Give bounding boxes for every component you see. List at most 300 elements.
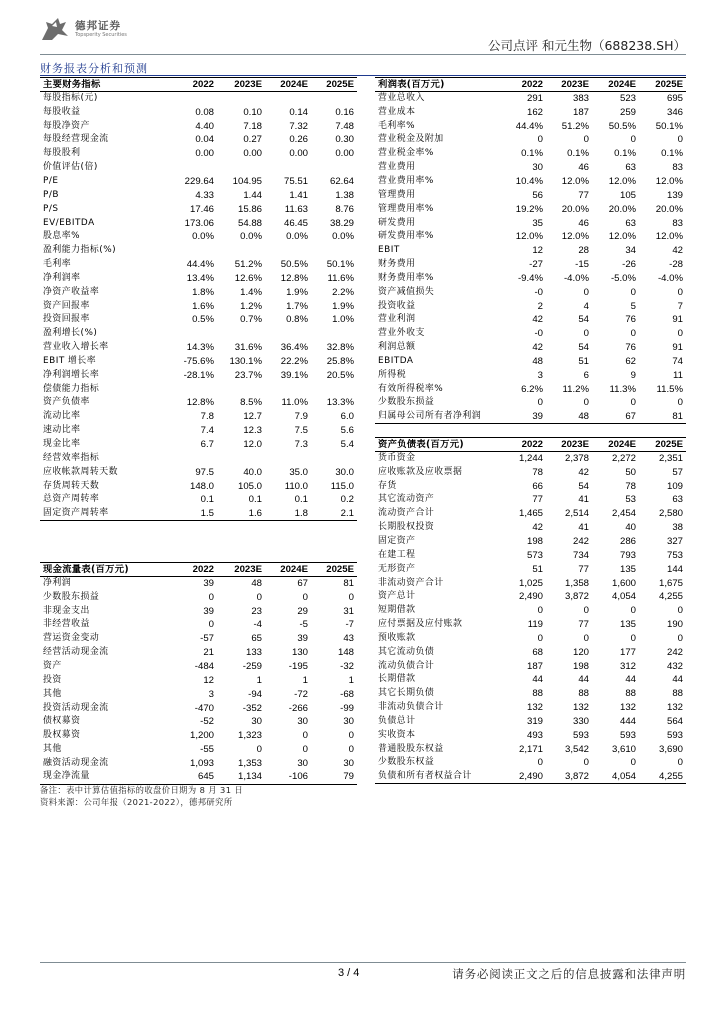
cell-value: 12.0	[243, 439, 262, 451]
cell-value: -55	[200, 744, 214, 756]
cell-value: 0.0%	[192, 231, 214, 243]
page-number: 3 / 4	[338, 967, 360, 979]
row-label: 营业费用	[378, 162, 416, 173]
row-label: 其它长期负债	[378, 688, 435, 699]
cell-value: 0	[348, 591, 354, 603]
row-label: 无形资产	[378, 563, 416, 574]
row-label: 总资产周转率	[43, 494, 100, 505]
row-label: 在建工程	[378, 549, 416, 560]
cell-value	[265, 244, 311, 258]
table-row	[375, 576, 686, 590]
row-label: 固定资产	[378, 535, 416, 546]
row-label: 毛利率	[43, 259, 72, 270]
table-row	[375, 465, 686, 479]
cell-value: 53	[625, 494, 636, 506]
table-row	[40, 687, 357, 701]
cell-value: -4.0%	[657, 272, 683, 284]
cell-value: 2	[537, 300, 543, 312]
cell-value: -7	[345, 619, 354, 631]
cell-value: 0.1%	[661, 148, 683, 160]
table-row	[375, 715, 686, 729]
report-type-and-company: 公司点评 和元生物（688238.SH）	[488, 38, 686, 53]
table-row	[375, 285, 686, 299]
table-row	[40, 105, 357, 119]
table-row	[40, 424, 357, 438]
cell-value: 13.4%	[186, 272, 214, 284]
cell-value: 79	[311, 770, 357, 784]
cell-value: 2,454	[611, 508, 636, 520]
table-row	[40, 271, 357, 285]
row-label: 普通股股东权益	[378, 743, 444, 754]
cell-value: 2025E	[311, 78, 357, 92]
table-row	[40, 618, 357, 632]
cell-value: 23	[251, 605, 262, 617]
cell-value: 0.8%	[286, 314, 308, 326]
cell-value: 81	[639, 410, 686, 424]
row-label: 资产总计	[378, 591, 416, 602]
cell-value: 54	[578, 480, 589, 492]
cell-value: 0.00	[195, 148, 214, 160]
cell-value: 4.40	[195, 120, 214, 132]
table-row	[375, 645, 686, 659]
table-row	[375, 133, 686, 147]
cell-value: 1.8%	[192, 286, 214, 298]
table-row	[375, 590, 686, 604]
cell-value: 135	[619, 563, 636, 575]
cell-value: 162	[526, 106, 543, 118]
cell-value: 2,580	[658, 508, 683, 520]
cell-value: 1.44	[243, 189, 262, 201]
cell-value: 3	[208, 688, 214, 700]
cell-value: 0	[583, 757, 589, 769]
footer-divider	[40, 962, 686, 963]
row-label: 归属母公司所有者净利润	[375, 410, 500, 424]
cell-value: 3	[537, 369, 543, 381]
cell-value: 1,323	[237, 730, 262, 742]
cell-value: 286	[619, 535, 636, 547]
cell-value: 36.4%	[280, 342, 308, 354]
cell-value: -9.4%	[517, 272, 543, 284]
row-label: 债权募资	[43, 716, 81, 727]
cell-value: 63	[625, 217, 636, 229]
cell-value: 35	[532, 217, 543, 229]
cell-value: 12.0%	[655, 175, 683, 187]
cell-value	[265, 92, 311, 106]
cell-value: 11.3%	[609, 383, 636, 395]
cell-value: 2024E	[265, 78, 311, 92]
row-label: 非流动资产合计	[378, 577, 444, 588]
table-row	[40, 604, 357, 618]
cell-value: 11.6%	[327, 272, 354, 284]
cell-value: 46	[578, 162, 589, 174]
cell-value: 75.51	[283, 175, 308, 187]
cell-value	[265, 382, 311, 396]
table-row	[40, 161, 357, 175]
cash-flow-statement-table	[40, 562, 357, 785]
row-label: 管理费用	[378, 189, 416, 200]
cell-value: 2,514	[564, 508, 589, 520]
cell-value: 54	[578, 314, 589, 326]
cell-value: 0.2	[340, 494, 354, 506]
table-row	[375, 119, 686, 133]
table-row	[40, 299, 357, 313]
cell-value: 0.27	[243, 134, 262, 146]
row-label: 每股股利	[43, 148, 81, 159]
cell-value: 2025E	[639, 78, 686, 92]
cell-value: 593	[666, 729, 683, 741]
cell-value: 12.0%	[608, 231, 636, 243]
cell-value: 34	[625, 245, 636, 257]
cell-value: 2023E	[217, 563, 265, 577]
cell-value: 39	[500, 410, 546, 424]
cell-value: 0	[583, 397, 589, 409]
cell-value: 83	[672, 217, 683, 229]
row-label: 资产回报率	[43, 300, 90, 311]
cell-value: 573	[526, 549, 543, 561]
cell-value: 3,690	[658, 743, 683, 755]
cell-value: 20.0%	[608, 203, 636, 215]
cell-value: -72	[294, 688, 308, 700]
cell-value: 3,542	[564, 743, 589, 755]
cell-value	[217, 244, 265, 258]
cell-value: 105	[619, 189, 636, 201]
cell-value: 67	[297, 578, 308, 590]
cell-value: 177	[619, 646, 636, 658]
table-row	[40, 465, 357, 479]
table-row	[375, 507, 686, 521]
cell-value: 30	[251, 716, 262, 728]
cell-value: 0.5%	[192, 314, 214, 326]
table-row	[40, 341, 357, 355]
cell-value: 190	[666, 619, 683, 631]
table-row	[40, 285, 357, 299]
row-label: 非经营收益	[43, 619, 90, 630]
row-label: 营业费用率%	[378, 175, 434, 186]
table-row	[40, 577, 357, 591]
table-row	[375, 299, 686, 313]
note-closing-price-date: 备注：表中计算估值指标的收盘价日期为 8 月 31 日	[40, 785, 244, 795]
cell-value: 104.95	[232, 175, 262, 187]
cell-value: 0	[583, 134, 589, 146]
cell-value: 31.6%	[234, 342, 262, 354]
table-row	[375, 161, 686, 175]
cell-value: 242	[572, 535, 589, 547]
cell-value	[311, 92, 357, 106]
row-label: 现金净流量	[40, 770, 157, 784]
cell-value: 4	[583, 300, 589, 312]
cell-value: 12.7	[243, 411, 262, 423]
row-label: 净利润	[43, 578, 72, 589]
cell-value: 12.0%	[655, 231, 683, 243]
cell-value: -52	[200, 716, 214, 728]
row-label: 短期借款	[378, 605, 416, 616]
cell-value: 1.8	[265, 507, 311, 521]
table-row	[40, 770, 357, 784]
cell-value: 319	[526, 715, 543, 727]
cell-value	[311, 451, 357, 465]
cell-value: 4.33	[195, 189, 214, 201]
row-label: 有效所得税率%	[378, 383, 444, 394]
cell-value: 12.0%	[561, 231, 589, 243]
cell-value: 43	[343, 633, 354, 645]
cell-value: 35.0	[289, 466, 308, 478]
cell-value: 1.9%	[332, 300, 354, 312]
table-row	[40, 355, 357, 369]
cell-value: 25.8%	[326, 355, 354, 367]
table-row	[375, 742, 686, 756]
row-label: 长期借款	[378, 674, 416, 685]
row-label: 偿债能力指标	[43, 383, 100, 394]
cell-value: 20.0%	[655, 203, 683, 215]
table-row	[40, 756, 357, 770]
table-header-row	[40, 563, 357, 577]
row-label: 营业税金及附加	[378, 134, 444, 145]
cell-value: 187	[526, 660, 543, 672]
cell-value: -32	[340, 660, 354, 672]
cell-value: 30	[532, 162, 543, 174]
table-row	[40, 382, 357, 396]
cell-value: 39.1%	[280, 369, 308, 381]
cell-value: 0	[256, 591, 262, 603]
cell-value	[157, 244, 217, 258]
row-label: 利润总额	[378, 342, 416, 353]
table-row	[40, 507, 357, 521]
table-row	[40, 244, 357, 258]
cell-value: 0.14	[289, 106, 308, 118]
row-label: 其它流动负债	[378, 646, 435, 657]
cell-value: 0	[583, 632, 589, 644]
cell-value: 0	[537, 632, 543, 644]
cell-value: 19.2%	[515, 203, 543, 215]
cell-value: 2022	[157, 78, 217, 92]
table-row	[375, 410, 686, 424]
row-label: EBIT 增长率	[43, 355, 97, 366]
note-data-source: 资料来源：公司年报（2021-2022），德邦研究所	[40, 797, 233, 807]
cell-value: 187	[572, 106, 589, 118]
table-row	[40, 590, 357, 604]
cell-value: 6	[583, 369, 589, 381]
cell-value: 198	[526, 535, 543, 547]
cell-value: 0	[208, 591, 214, 603]
cell-value: 229.64	[184, 175, 214, 187]
row-label: 营运资金变动	[43, 633, 100, 644]
row-label: 流动资产合计	[378, 508, 435, 519]
cell-value: 0	[630, 605, 636, 617]
cell-value: 0.1%	[521, 148, 543, 160]
cell-value: 51.2%	[561, 120, 589, 132]
table-row	[375, 479, 686, 493]
cell-value: 1,244	[518, 453, 543, 465]
row-label: 长期股权投资	[378, 522, 435, 533]
cell-value: 1,675	[658, 577, 683, 589]
cell-value: 7.8	[200, 411, 214, 423]
row-label: 利润表(百万元)	[375, 78, 500, 92]
cell-value	[311, 382, 357, 396]
cell-value: 0	[677, 328, 683, 340]
row-label: 营业总收入	[378, 93, 425, 104]
cell-value: 0.00	[335, 148, 354, 160]
cell-value: 135	[619, 619, 636, 631]
cell-value: 2,378	[564, 453, 589, 465]
table-row	[40, 479, 357, 493]
cell-value: 7	[677, 300, 683, 312]
cell-value: 0	[208, 619, 214, 631]
cell-value: 493	[526, 729, 543, 741]
cell-value	[217, 382, 265, 396]
table-row	[375, 244, 686, 258]
cell-value: 0	[677, 286, 683, 298]
cell-value: 11.0%	[281, 397, 308, 409]
cell-value: 0	[677, 397, 683, 409]
cell-value: 81	[343, 578, 354, 590]
cell-value: 12.8%	[280, 272, 308, 284]
cell-value: 77	[578, 619, 589, 631]
cell-value: 48	[532, 355, 543, 367]
row-label: 应收帐款周转天数	[43, 466, 118, 477]
logo-name-cn: 德邦证券	[75, 19, 121, 32]
row-label: 非流动负债合计	[378, 702, 444, 713]
cell-value: 30	[297, 716, 308, 728]
table-row	[375, 631, 686, 645]
table-row	[40, 410, 357, 424]
cell-value: 0	[630, 632, 636, 644]
row-label: 现金比率	[43, 439, 81, 450]
cell-value: 0.00	[243, 148, 262, 160]
cell-value: -5.0%	[610, 272, 636, 284]
cell-value: 1.38	[335, 189, 354, 201]
row-label: 营业利润	[378, 314, 416, 325]
row-label: 研发费用	[378, 217, 416, 228]
table-row	[375, 147, 686, 161]
row-label: 负债总计	[378, 715, 416, 726]
cell-value: 6.0	[340, 411, 354, 423]
cell-value: 0	[677, 632, 683, 644]
table-row	[40, 258, 357, 272]
cell-value	[157, 382, 217, 396]
cell-value: 1.9%	[286, 286, 308, 298]
cell-value: 77	[578, 189, 589, 201]
table-header-row	[40, 78, 357, 92]
table-row	[375, 521, 686, 535]
cell-value: 291	[526, 93, 543, 105]
cell-value: 32.8%	[326, 342, 354, 354]
cell-value: 0	[302, 730, 308, 742]
table-row	[375, 701, 686, 715]
table-row	[375, 618, 686, 632]
cell-value: 50.1%	[326, 259, 354, 271]
cell-value: 28	[578, 245, 589, 257]
cell-value: 0.30	[335, 134, 354, 146]
cell-value: 65	[251, 633, 262, 645]
table-row	[375, 341, 686, 355]
cell-value: -27	[529, 259, 543, 271]
cell-value: 327	[666, 535, 683, 547]
row-label: 投资回报率	[43, 314, 90, 325]
table-row	[375, 687, 686, 701]
table-row	[40, 438, 357, 452]
cell-value	[157, 451, 217, 465]
cell-value: 51	[578, 355, 589, 367]
row-label: 资产	[43, 660, 62, 671]
cell-value: 0	[677, 605, 683, 617]
table-header-row	[375, 78, 686, 92]
cell-value: 0.16	[335, 106, 354, 118]
cell-value: 4,255	[639, 770, 686, 784]
row-label: 存货周转天数	[43, 480, 100, 491]
cell-value: 139	[666, 189, 683, 201]
row-label: 主要财务指标	[40, 78, 157, 92]
cell-value: 1,465	[518, 508, 543, 520]
cell-value: 2.1	[311, 507, 357, 521]
cell-value: 7.5	[294, 425, 308, 437]
cell-value: 63	[625, 162, 636, 174]
cell-value: 30	[297, 757, 308, 769]
cell-value: 0	[630, 328, 636, 340]
cell-value: 7.4	[200, 425, 214, 437]
cell-value: 11.5%	[656, 383, 683, 395]
cell-value: 0	[630, 286, 636, 298]
cell-value: 0.1	[200, 494, 214, 506]
cell-value: 0.10	[243, 106, 262, 118]
table-row	[375, 659, 686, 673]
table-row	[375, 92, 686, 106]
row-label: 投资	[43, 674, 62, 685]
cell-value: 44	[672, 674, 683, 686]
cell-value: 51	[532, 563, 543, 575]
cell-value: 39	[297, 633, 308, 645]
cell-value: 91	[672, 314, 683, 326]
cell-value: 7.9	[294, 411, 308, 423]
cell-value: -94	[248, 688, 262, 700]
row-label: 融资活动现金流	[43, 757, 109, 768]
cell-value	[217, 327, 265, 341]
logo-horse-icon	[40, 16, 70, 42]
cell-value: 0	[537, 134, 543, 146]
cell-value: 115.0	[330, 480, 354, 492]
cell-value: 54	[578, 342, 589, 354]
cell-value: -4	[253, 619, 262, 631]
cell-value: 88	[625, 688, 636, 700]
cell-value: -0	[534, 328, 543, 340]
cell-value: 1	[302, 674, 308, 686]
cell-value: 0	[630, 134, 636, 146]
cell-value: 48	[251, 578, 262, 590]
cell-value: 88	[532, 688, 543, 700]
cell-value: 97.5	[195, 466, 214, 478]
row-label: 盈利能力指标(%)	[43, 245, 117, 256]
cell-value	[311, 244, 357, 258]
row-label: 资产负债表(百万元)	[375, 438, 500, 452]
row-label: 每股收益	[43, 106, 81, 117]
cell-value: 1.41	[289, 189, 308, 201]
cell-value: 12	[532, 245, 543, 257]
row-label: 固定资产周转率	[40, 507, 157, 521]
table-row	[40, 368, 357, 382]
row-label: 经营活动现金流	[43, 647, 109, 658]
cell-value: 12.0%	[561, 175, 589, 187]
cell-value: -352	[242, 702, 262, 714]
cell-value: 44	[532, 674, 543, 686]
cell-value: 1.6	[217, 507, 265, 521]
cell-value: 144	[666, 563, 683, 575]
cell-value: -28.1%	[183, 369, 214, 381]
cell-value: 48	[546, 410, 592, 424]
cell-value: 44	[625, 674, 636, 686]
cell-value: 2,272	[611, 453, 636, 465]
cell-value	[265, 161, 311, 175]
cell-value: 12	[203, 674, 214, 686]
cell-value: 30.0	[335, 466, 354, 478]
